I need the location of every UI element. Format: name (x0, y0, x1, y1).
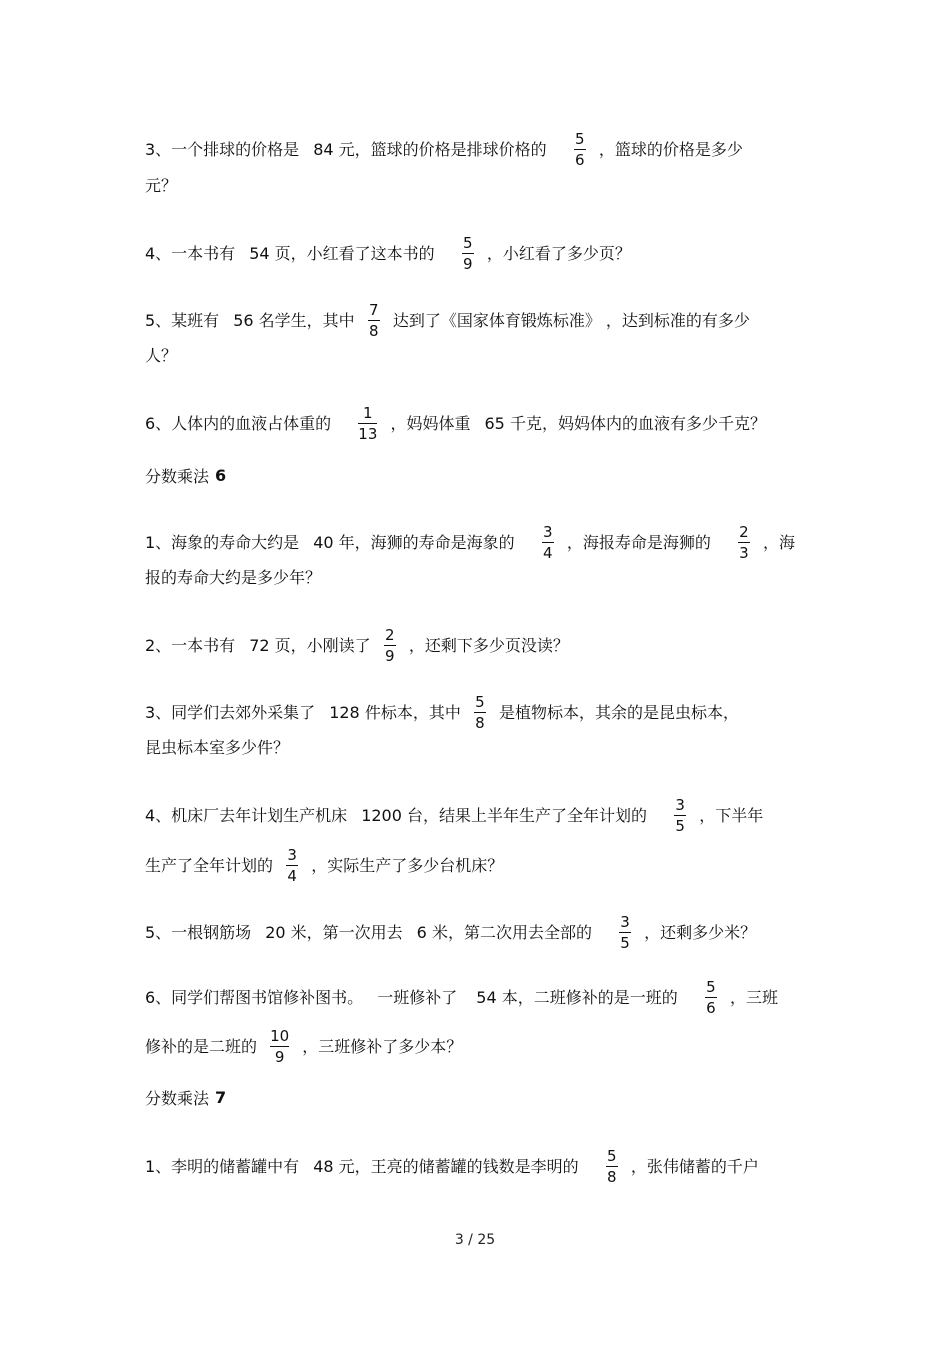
s6-problem-1-line-2: 报的寿命大约是多少年？ (145, 567, 322, 587)
problem-6-line: 6、人体内的血液占体重的 $\frac{1}{13}$ ，妈妈体重 65 千克，妈妈体内的血液有多少千克？ (145, 404, 766, 443)
s6-problem-4-line-2: 生产了全年计划的 $\frac{3}{4}$ ，实际生产了多少台机床？ (145, 846, 504, 885)
s6-problem-4-line-1: 4、机床厂去年计划生产机床 1200 台，结果上半年生产了全年计划的 $\frac{3}{5}$ ，下半年 (145, 796, 764, 835)
section-heading: 分数乘法 7 (145, 1088, 227, 1108)
fraction: $\frac{2}{9}$ (384, 626, 395, 665)
problem-3-line-2: 元？ (145, 175, 178, 195)
fraction: $\frac{7}{8}$ (368, 301, 379, 340)
fraction: $\frac{1}{13}$ (358, 404, 378, 443)
fraction: $\frac{3}{5}$ (620, 913, 630, 952)
s6-problem-2-line: 2、一本书有 72 页，小刚读了 $\frac{2}{9}$ ，还剩下多少页没读？ (145, 626, 569, 665)
s6-problem-3-line-2: 昆虫标本室多少件？ (145, 737, 290, 757)
fraction: $\frac{5}{6}$ (574, 130, 585, 169)
problem-3-line-1: 3、一个排球的价格是 84 元，篮球的价格是排球价格的 $\frac{5}{6}$ ，篮球的价格是多少 (145, 130, 743, 169)
problem-5-line-1: 5、某班有 56 名学生，其中 $\frac{7}{8}$ 达到了《国家体育锻炼标准》 ，达到标准的有多少 (145, 301, 750, 340)
s6-problem-6-line-2: 修补的是二班的 $\frac{10}{9}$ ，三班修补了多少本？ (145, 1027, 463, 1066)
section-heading: 分数乘法 6 (145, 466, 227, 486)
s6-problem-1-line-1: 1、海象的寿命大约是 40 年，海狮的寿命是海象的 $\frac{3}{4}$ ，海报寿命是海狮的 $\frac{2}{3}$ ，海 (145, 523, 796, 562)
fraction: $\frac{3}{4}$ (287, 846, 297, 885)
s7-problem-1-line: 1、李明的储蓄罐中有 48 元，王亮的储蓄罐的钱数是李明的 $\frac{5}{8}$ ，张伟储蓄的千户 (145, 1147, 759, 1186)
s6-problem-3-line-1: 3、同学们去郊外采集了 128 件标本，其中 $\frac{5}{8}$ 是植物标本，其余的是昆虫标本， (145, 693, 740, 732)
fraction: $\frac{3}{5}$ (675, 796, 685, 835)
fraction: $\frac{5}{9}$ (462, 234, 473, 273)
s6-problem-6-line-1: 6、同学们帮图书馆修补图书。 一班修补了 54 本，二班修补的是一班的 $\frac{5}{6}$ ，三班 (145, 978, 778, 1017)
fraction: $\frac{3}{4}$ (542, 523, 553, 562)
page-number: 3 / 25 (454, 1232, 496, 1248)
fraction: $\frac{5}{8}$ (606, 1147, 617, 1186)
fraction: $\frac{2}{3}$ (739, 523, 749, 562)
fraction: $\frac{10}{9}$ (270, 1027, 290, 1066)
fraction: $\frac{5}{8}$ (475, 693, 485, 732)
fraction: $\frac{5}{6}$ (706, 978, 716, 1017)
problem-5-line-2: 人？ (145, 345, 178, 365)
problem-4-line: 4、一本书有 54 页，小红看了这本书的 $\frac{5}{9}$ ，小红看了多少页？ (145, 234, 631, 273)
s6-problem-5-line: 5、一根钢筋场 20 米，第一次用去 6 米，第二次用去全部的 $\frac{3}{5}$ ，还剩多少米？ (145, 913, 757, 952)
